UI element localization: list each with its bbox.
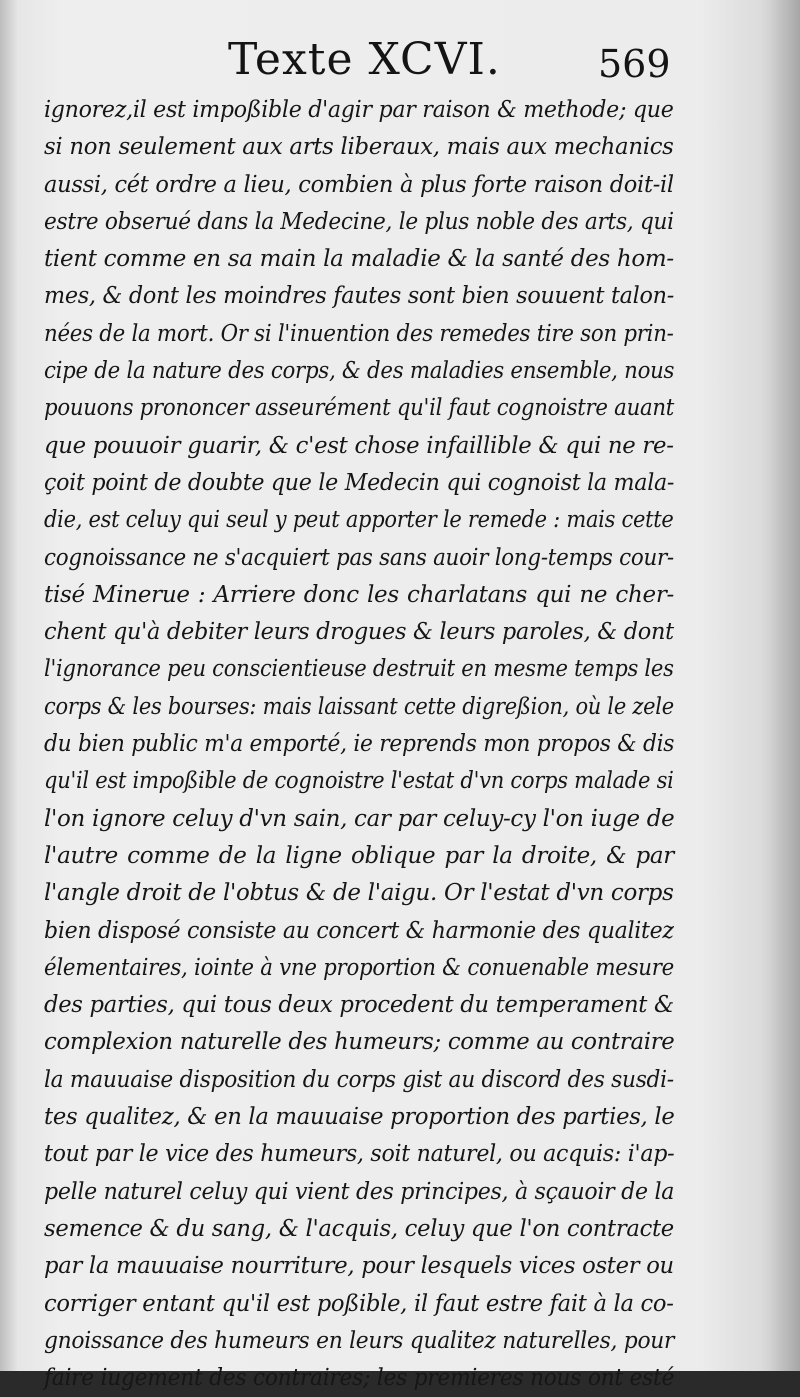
text-line: si non seulement aux arts liberaux, mais aux mechanics bbox=[44, 134, 674, 161]
text-line: complexion naturelle des humeurs; comme au contraire bbox=[44, 1029, 675, 1056]
text-line: gnoissance des humeurs en leurs qualitez naturelles, pour bbox=[44, 1327, 675, 1354]
text-line: pelle naturel celuy qui vient des principes, à sçauoir de la bbox=[44, 1178, 675, 1205]
text-line: ignorez,il est impoßible d'agir par raison & methode; que bbox=[44, 97, 674, 123]
text-line: mes, & dont les moindres fautes sont bien souuent talon- bbox=[44, 283, 674, 310]
text-line: cipe de la nature des corps, & des maladies ensemble, nous bbox=[44, 358, 675, 385]
text-line: tient comme en sa main la maladie & la santé des hom- bbox=[44, 246, 674, 273]
text-line: bien disposé consiste au concert & harmonie des qualitez bbox=[44, 917, 674, 944]
page-header bbox=[0, 28, 800, 88]
text-line: l'ignorance peu conscientieuse destruit en mesme temps les bbox=[44, 656, 674, 683]
text-line: semence & du sang, & l'acquis, celuy que l'on contracte bbox=[44, 1215, 674, 1242]
text-line: nées de la mort. Or si l'inuention des remedes tire son prin- bbox=[44, 320, 674, 347]
text-line: par la mauuaise nourriture, pour lesquels vices oster ou bbox=[44, 1253, 674, 1280]
text-line: pouuons prononcer asseurément qu'il faut cognoistre auant bbox=[44, 395, 675, 422]
text-line: die, est celuy qui seul y peut apporter le remede : mais cette bbox=[44, 507, 674, 534]
running-title: Texte XCVI. bbox=[228, 34, 501, 85]
text-line: chent qu'à debiter leurs drogues & leurs paroles, & dont bbox=[44, 619, 674, 646]
text-line: du bien public m'a emporté, ie reprends mon propos & dis bbox=[44, 731, 675, 758]
text-line: des parties, qui tous deux procedent du temperament & bbox=[44, 992, 674, 1019]
text-line: corriger entant qu'il est poßible, il faut estre fait à la co- bbox=[44, 1290, 674, 1317]
text-line: élementaires, iointe à vne proportion & conuenable mesure bbox=[44, 954, 674, 981]
text-line: tout par le vice des humeurs, soit naturel, ou acquis: i'ap- bbox=[44, 1141, 675, 1168]
text-line: l'angle droit de l'obtus & de l'aigu. Or l'estat d'vn corps bbox=[44, 880, 674, 907]
text-line: aussi, cét ordre a lieu, combien à plus forte raison doit-il bbox=[44, 171, 674, 198]
text-line: corps & les bourses: mais laissant cette digreßion, où le zele bbox=[44, 693, 674, 720]
text-line: estre obserué dans la Medecine, le plus noble des arts, qui bbox=[44, 208, 674, 235]
text-line: tisé Minerue : Arriere donc les charlatans qui ne cher- bbox=[44, 581, 674, 608]
text-line: faire iugement des contraires; les premieres nous ont esté bbox=[44, 1365, 675, 1392]
text-line: l'on ignore celuy d'vn sain, car par celuy-cy l'on iuge de bbox=[44, 805, 675, 832]
text-line: l'autre comme de la ligne oblique par la droite, & par bbox=[44, 842, 674, 869]
page-number: 569 bbox=[598, 42, 671, 86]
text-line: qu'il est impoßible de cognoistre l'estat d'vn corps malade si bbox=[44, 768, 674, 795]
page-edge-shadow bbox=[760, 0, 800, 1371]
text-line: la mauuaise disposition du corps gist au discord des susdi- bbox=[44, 1066, 674, 1093]
text-line: tes qualitez, & en la mauuaise proportion des parties, le bbox=[44, 1104, 675, 1131]
text-line: que pouuoir guarir, & c'est chose infaillible & qui ne re- bbox=[44, 432, 674, 459]
body-text bbox=[44, 92, 674, 1397]
text-line: cognoissance ne s'acquiert pas sans auoir long-temps cour- bbox=[44, 544, 674, 571]
text-line: çoit point de doubte que le Medecin qui cognoist la mala- bbox=[44, 469, 675, 496]
